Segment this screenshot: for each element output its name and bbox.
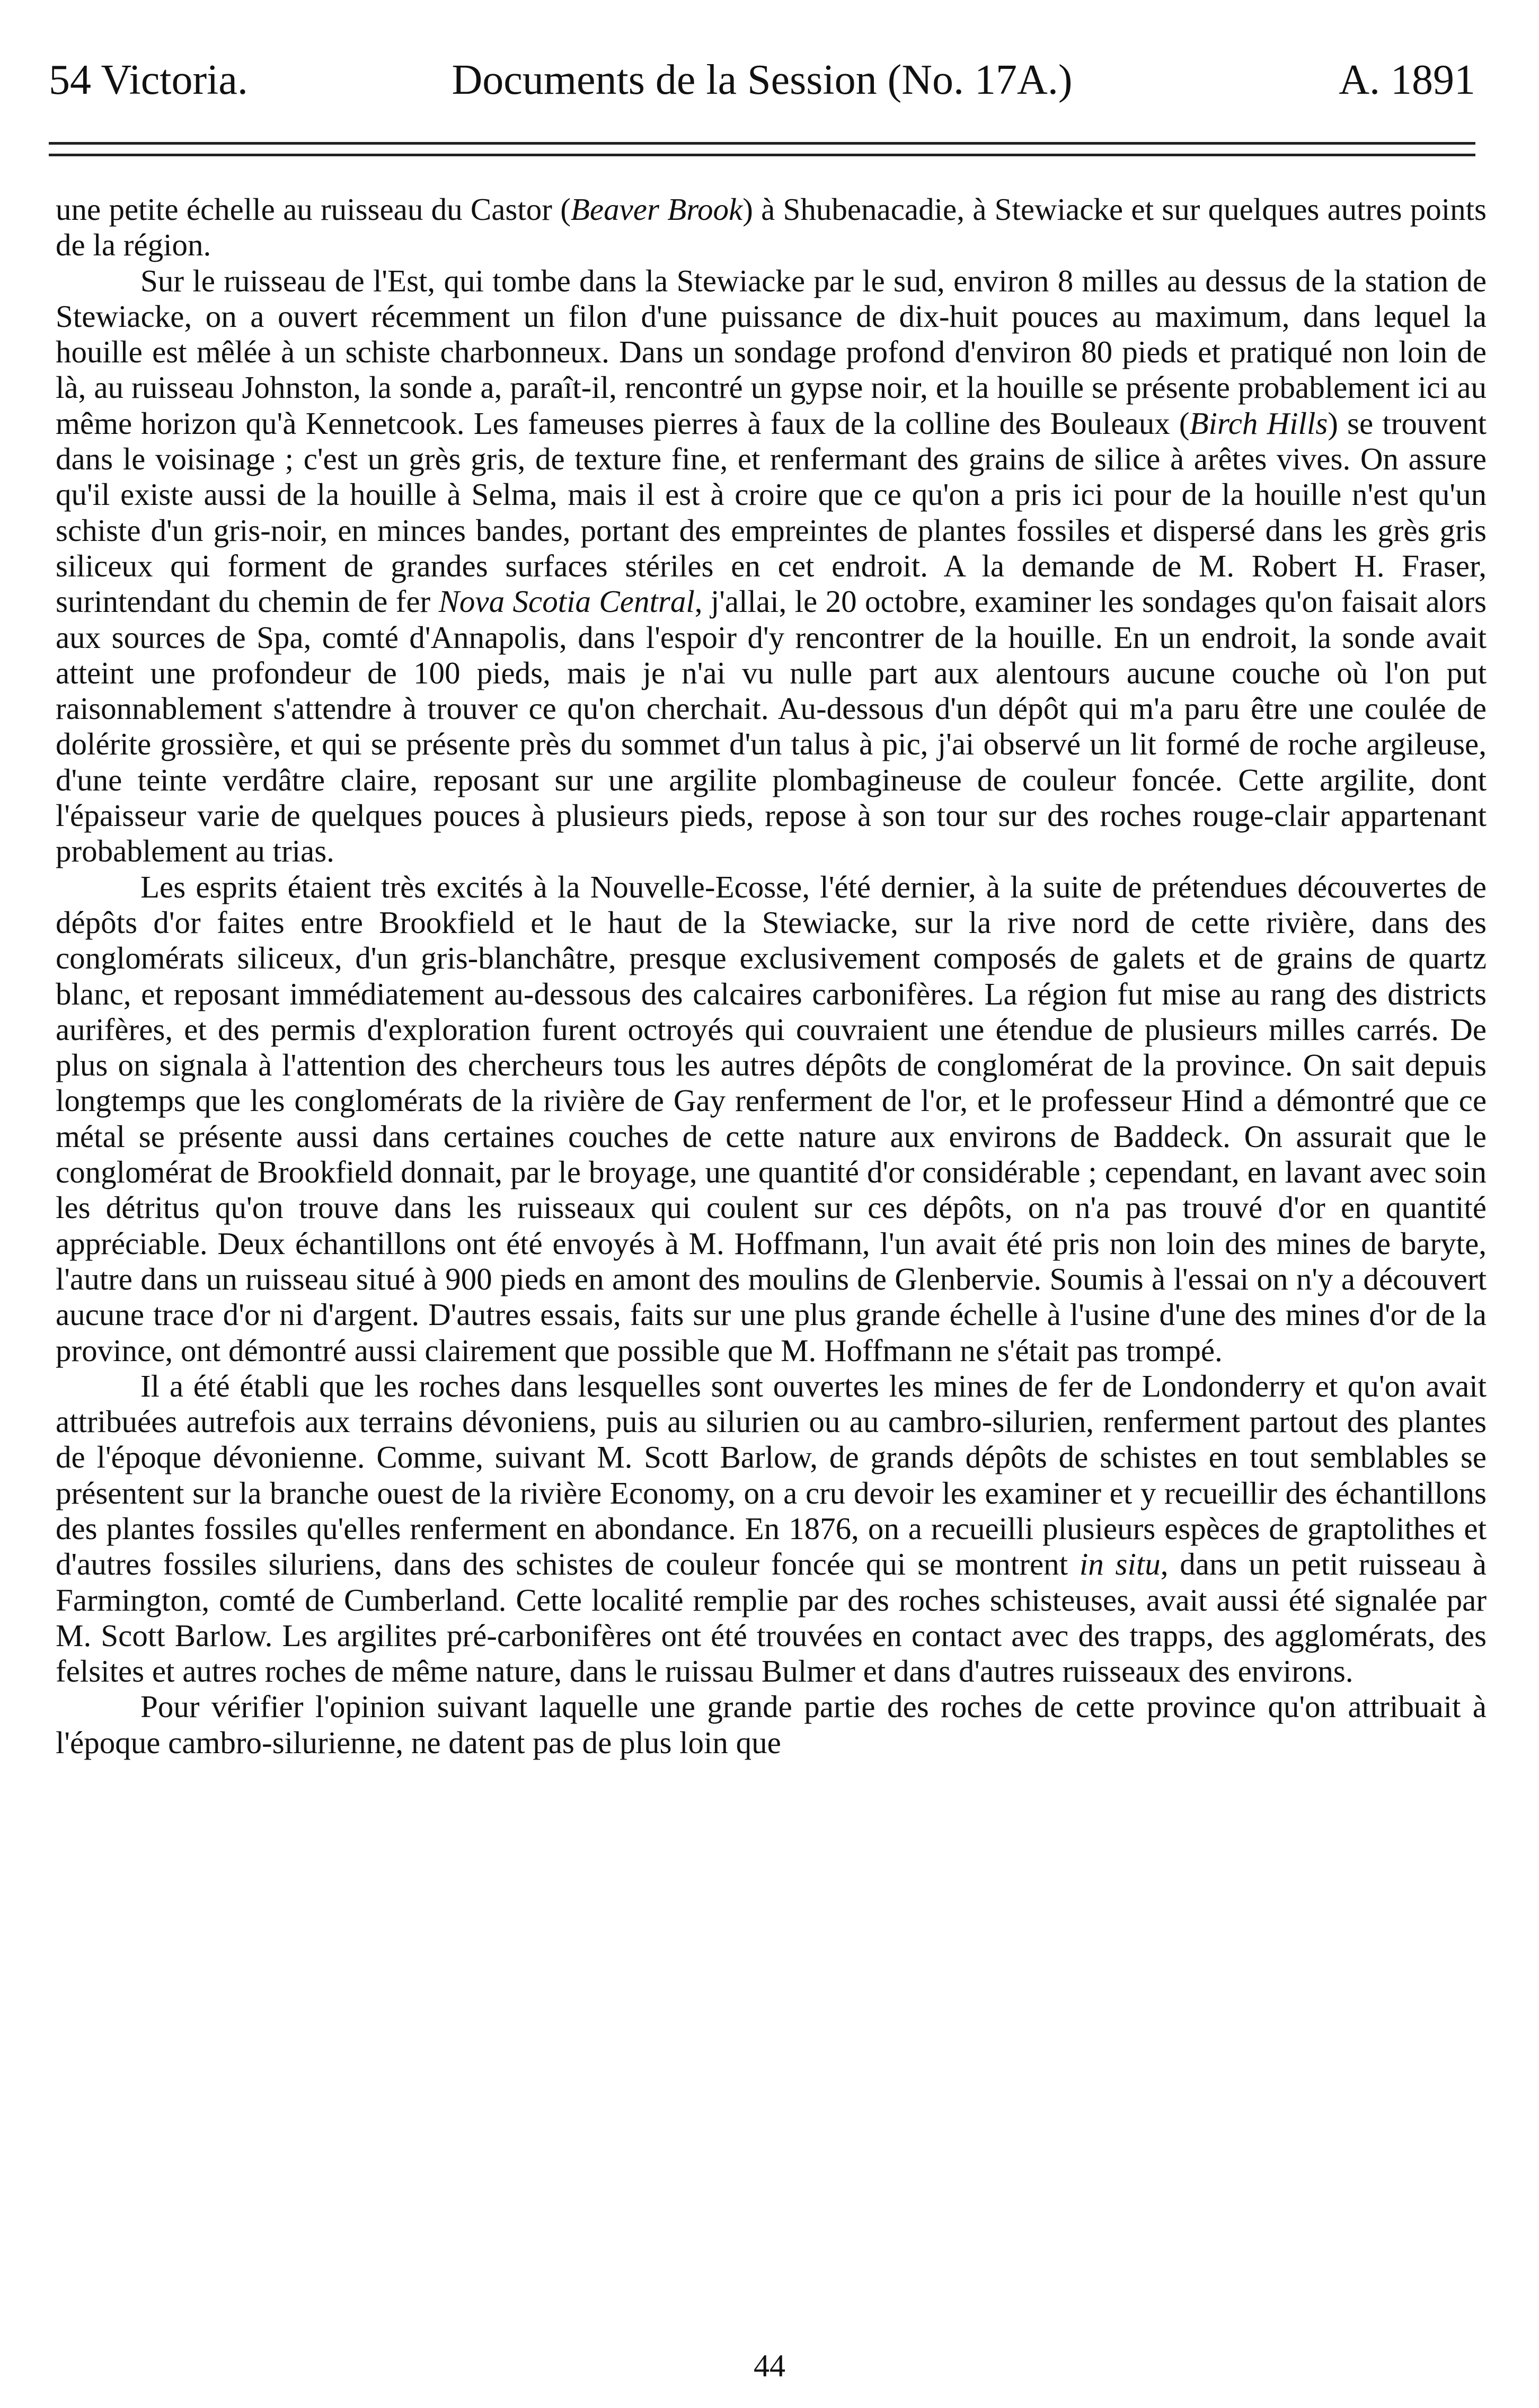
text-run: , dans un petit ruisseau à Farmington, comté de Cumberland. Cette localité remplie par des roches schisteuses, avait aussi été signalée par M. Scott Barlow. Les argilites pré-carbonifères ont été trouvées en contact avec des trapps, des agglomérats, des felsites et autres roches de même nature, dans le ruissau Bulmer et dans d'autres ruisseaux des environs. — [56, 1547, 1487, 1689]
text-run: Les esprits étaient très excités à la Nouvelle-Ecosse, l'été dernier, à la suite de prétendues découvertes de dépôts d'or faites entre Brookfield et le haut de la Stewiacke, sur la rive nord de cette rivière, dans des conglomérats siliceux, d'un gris-blanchâtre, presque exclusivement composés de galets et de grains de quartz blanc, et reposant immédiatement au-dessous des calcaires carbonifères. La région fut mise au rang des districts aurifères, et des permis d'exploration furent octroyés qui couvraient une étendue de plusieurs milles carrés. De plus on signala à l'attention des chercheurs tous les autres dépôts de conglomérat de la province. On sait depuis longtemps que les conglomérats de la rivière de Gay renferment de l'or, et le professeur Hind a démontré que ce métal se présente aussi dans certaines couches de cette nature aux environs de Baddeck. On assurait que le conglomérat de Brookfield donnait, par le broyage, une quantité d'or considérable ; cependant, en lavant avec soin les détritus qu'on trouve dans les ruisseaux qui coulent sur ces dépôts, on n'a pas trouvé d'or en quantité appréciable. Deux échantillons ont été envoyés à M. Hoffmann, l'un avait été pris non loin des mines de baryte, l'autre dans un ruisseau situé à 900 pieds en amont des moulins de Glenbervie. Soumis à l'essai on n'y a découvert aucune trace d'or ni d'argent. D'autres essais, faits sur une plus grande échelle à l'usine d'une des mines d'or de la province, ont démontré aussi clairement que possible que M. Hoffmann ne s'était pas trompé. — [56, 869, 1487, 1368]
paragraph-5 — [56, 1689, 1487, 1761]
text-run: ) à Shubenacadie, à Stewiacke et sur quelques autres points de la région. — [56, 192, 1487, 263]
text-run: Sur le ruisseau de l'Est, qui tombe dans la Stewiacke par le sud, environ 8 milles au dessus de la station de Stewiacke, on a ouvert récemment un filon d'une puissance de dix-huit pouces au maximum, dans lequel la houille est mêlée à un schiste charbonneux. Dans un sondage profond d'environ 80 pieds et pratiqué non loin de là, au ruisseau Johnston, la sonde a, paraît-il, rencontré un gypse noir, et la houille se présente probablement ici au même horizon qu'à Kennetcook. Les fameuses pierres à faux de la colline des Bouleaux ( — [56, 263, 1487, 441]
italic-run: in situ — [1079, 1547, 1161, 1582]
running-header — [49, 51, 1475, 109]
header-session-year: 54 Victoria. — [49, 57, 248, 103]
text-run: ) se trouvent dans le voisinage ; c'est un grès gris, de texture fine, et renfermant des grains de silice à arêtes vives. On assure qu'il existe aussi de la houille à Selma, mais il est à croire que ce qu'on a pris ici pour de la houille n'est qu'un schiste d'un gris-noir, en minces bandes, portant des empreintes de plantes fossiles et dispersé dans les grès gris siliceux qui forment de grandes surfaces stériles en cet endroit. A la demande de M. Robert H. Fraser, surintendant du chemin de fer — [56, 405, 1487, 619]
italic-run: Birch Hills — [1189, 405, 1328, 441]
text-run: , j'allai, le 20 octobre, examiner les sondages qu'on faisait alors aux sources de Spa, comté d'Annapolis, dans l'espoir d'y rencontrer de la houille. En un endroit, la sonde avait atteint une profondeur de 100 pieds, mais je n'ai vu nulle part aux alentours aucune couche où l'on put raisonnablement s'attendre à trouver ce qu'on cherchait. Au-dessous d'un dépôt qui m'a paru être une coulée de dolérite grossière, et qui se présente près du sommet d'un talus à pic, j'ai observé un lit formé de roche argileuse, d'une teinte verdâtre claire, reposant sur une argilite plombagineuse de couleur foncée. Cette argilite, dont l'épaisseur varie de quelques pouces à plusieurs pieds, repose à son tour sur des roches rouge-clair appartenant probablement au trias. — [56, 584, 1487, 869]
header-rule-bottom — [49, 154, 1475, 156]
paragraph-1 — [56, 192, 1487, 263]
text-run: Pour vérifier l'opinion suivant laquelle une grande partie des roches de cette province qu'on attribuait à l'époque cambro-silurienne, ne datent pas de plus loin que — [56, 1689, 1487, 1760]
header-rule-top — [49, 142, 1475, 145]
page-number: 44 — [754, 2348, 785, 2383]
paragraph-3 — [56, 869, 1487, 1369]
header-document-title: Documents de la Session (No. 17A.) — [452, 57, 1073, 103]
body-text — [56, 192, 1487, 1761]
italic-run: Nova Scotia Central — [438, 584, 695, 619]
text-run: Il a été établi que les roches dans lesquelles sont ouvertes les mines de fer de Londonderry et qu'on avait attribuées autrefois aux terrains dévoniens, puis au silurien ou au cambro-silurien, renferment partout des plantes de l'époque dévonienne. Comme, suivant M. Scott Barlow, de grands dépôts de schistes en tout semblables se présentent sur la branche ouest de la rivière Economy, on a cru devoir les examiner et y recueillir des échantillons des plantes fossiles qu'elles renferment en abondance. En 1876, on a recueilli plusieurs espèces de graptolithes et d'autres fossiles siluriens, dans des schistes de couleur foncée qui se montrent — [56, 1368, 1487, 1582]
paragraph-2 — [56, 263, 1487, 869]
header-date: A. 1891 — [1339, 57, 1475, 103]
text-run: une petite échelle au ruisseau du Castor ( — [56, 192, 571, 227]
paragraph-4 — [56, 1369, 1487, 1690]
italic-run: Beaver Brook — [570, 192, 743, 227]
